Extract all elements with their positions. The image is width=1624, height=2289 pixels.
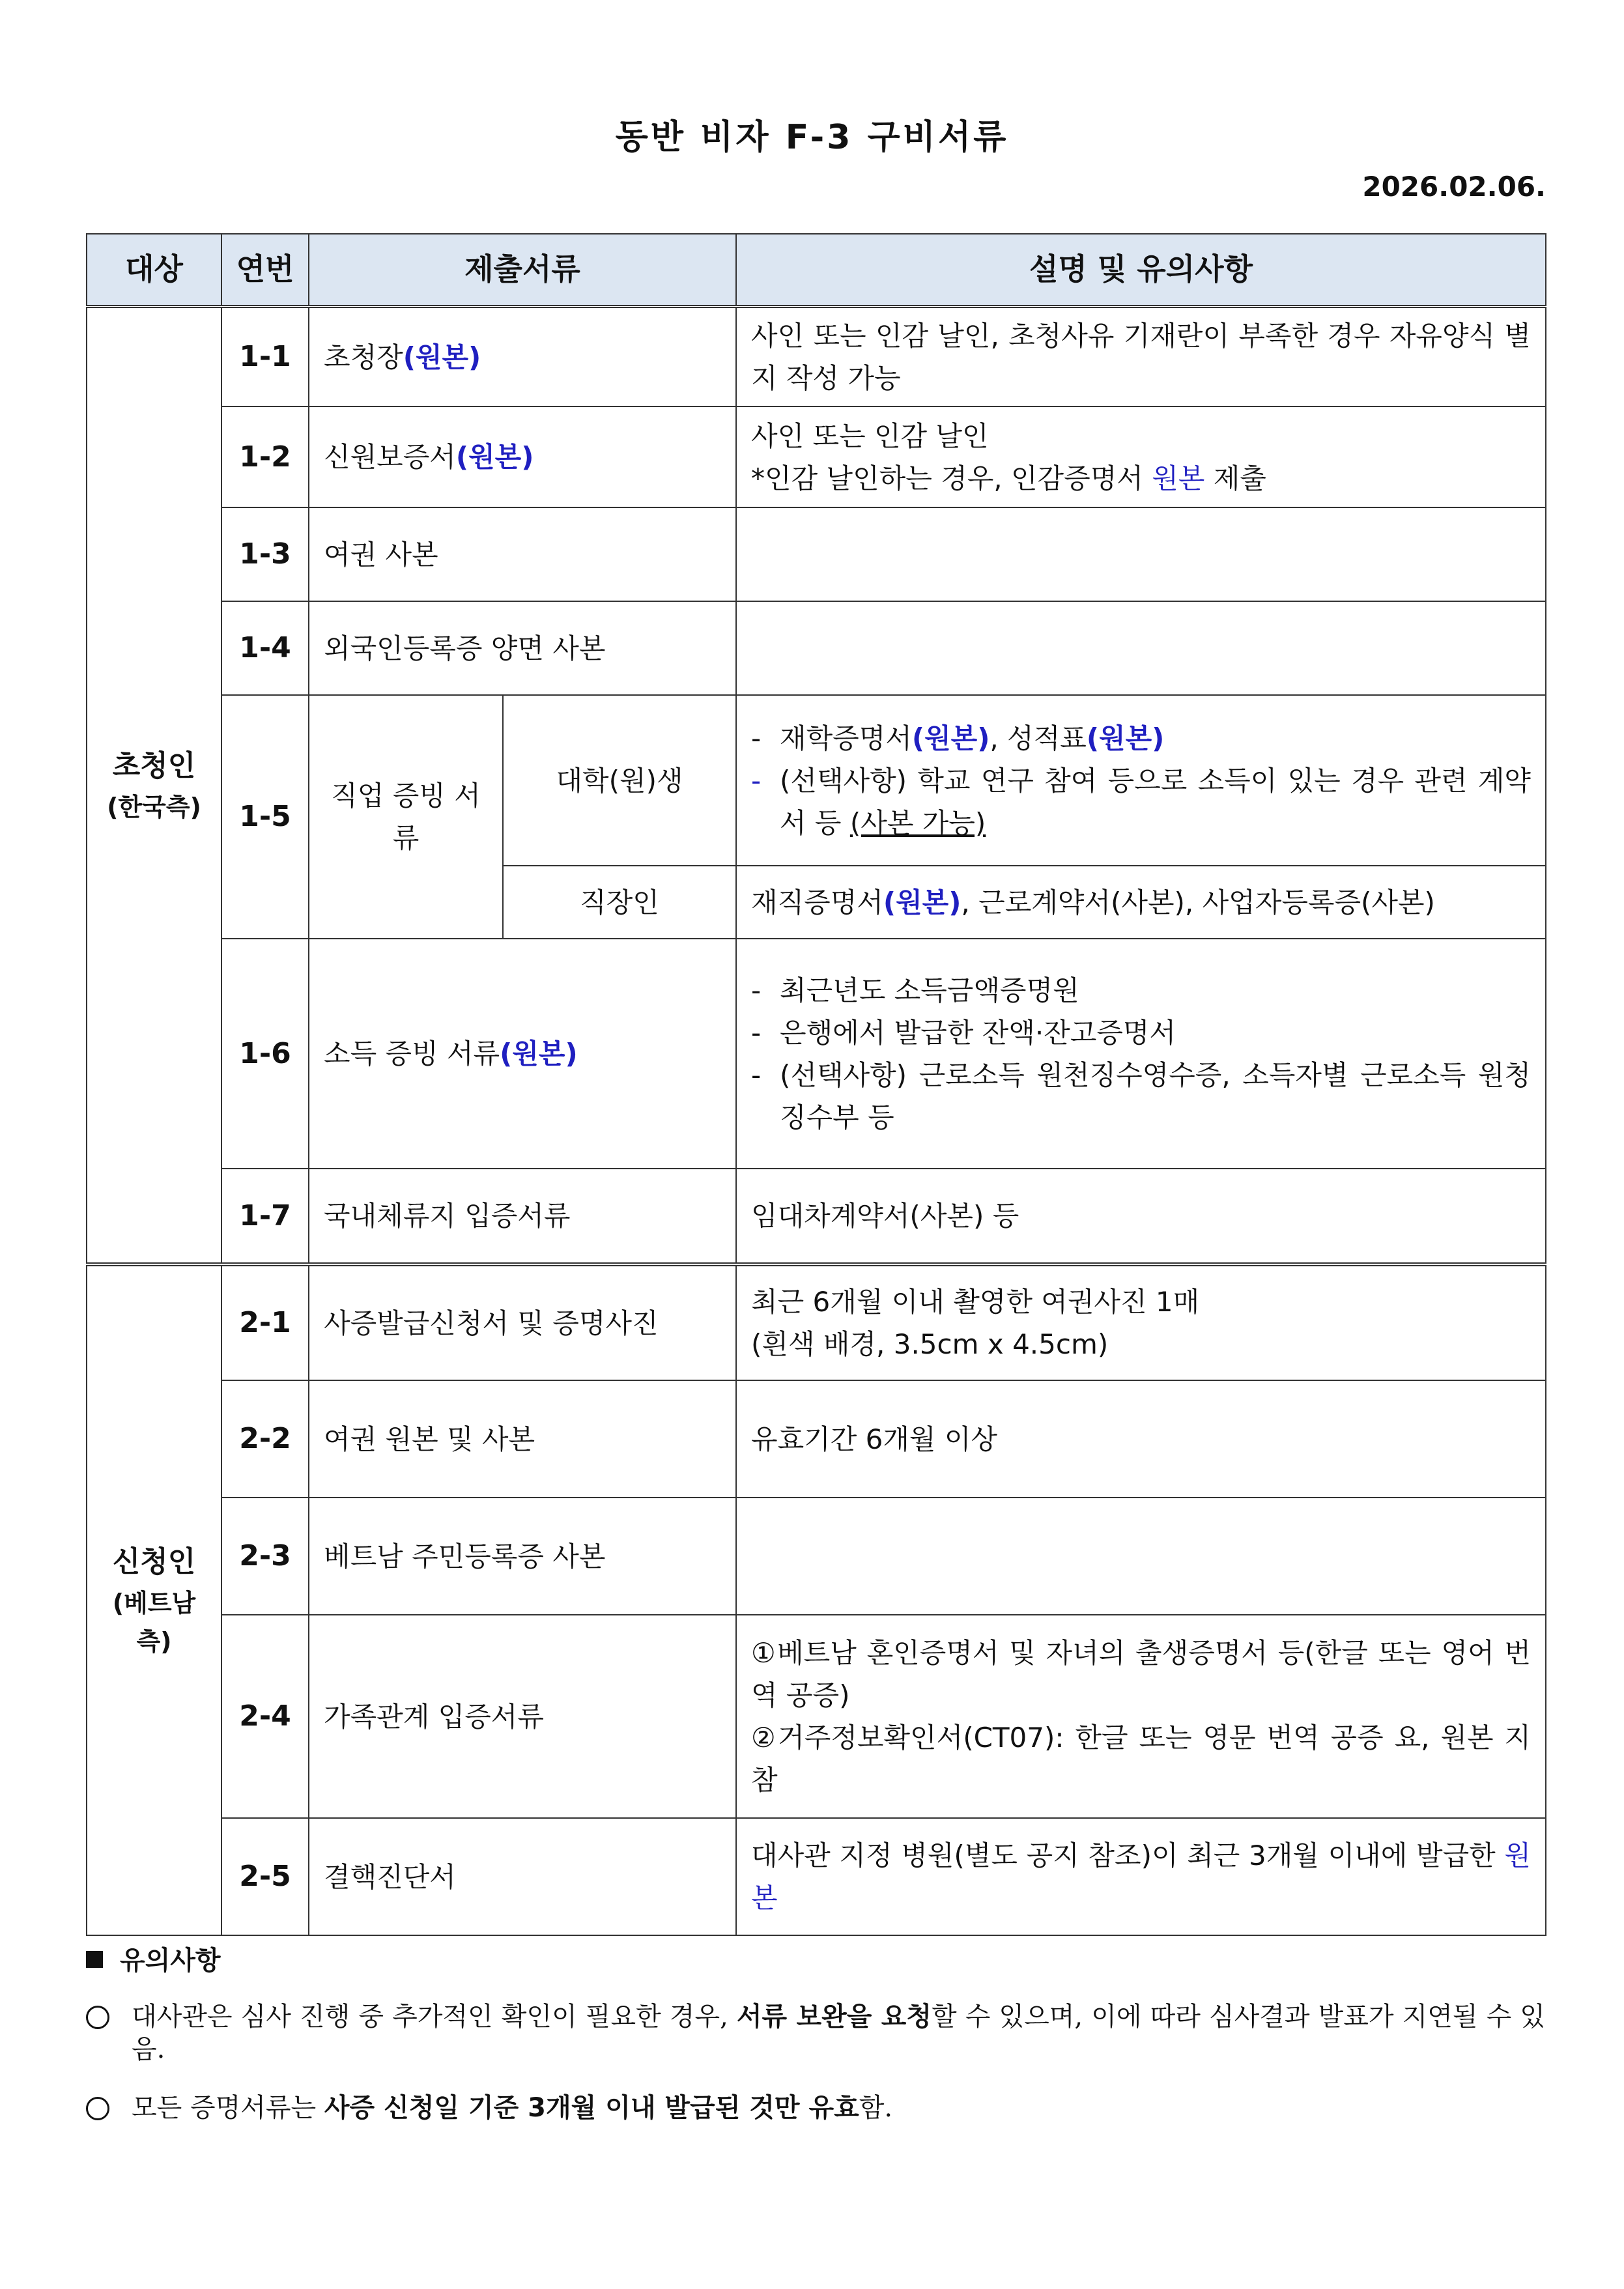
original-tag: 원본 (751, 1840, 1531, 1914)
row-no: 2-3 (221, 1498, 309, 1615)
row-doc: 여권 원본 및 사본 (309, 1380, 736, 1498)
row-doc: 가족관계 입증서류 (309, 1615, 736, 1818)
table-row (87, 507, 1546, 601)
row-desc (736, 939, 1546, 1169)
row-doc: 여권 사본 (309, 507, 736, 601)
note-item: 대사관은 심사 진행 중 추가적인 확인이 필요한 경우, 서류 보완을 요청할 수 있으며, 이에 따라 심사결과 발표가 지연될 수 있음. (86, 2000, 1545, 2066)
doc-label: 초청장 (324, 341, 403, 373)
group-applicant (87, 1264, 221, 1935)
table-row (87, 939, 1546, 1169)
row-doc: 사증발급신청서 및 증명사진 (309, 1264, 736, 1380)
desc-line: - 은행에서 발급한 잔액·잔고증명서 (751, 1016, 1176, 1049)
document-date: 2026.02.06. (1362, 171, 1546, 203)
row-doc: 국내체류지 입증서류 (309, 1169, 736, 1264)
row-desc: 유효기간 6개월 이상 (736, 1380, 1546, 1498)
row-no: 1-6 (221, 939, 309, 1169)
row-no: 2-1 (221, 1264, 309, 1380)
table-header-row (87, 234, 1546, 307)
original-tag: (원본) (500, 1038, 578, 1070)
group-applicant-name: 신청인 (112, 1545, 196, 1579)
row-no: 1-2 (221, 406, 309, 507)
documents-table (86, 233, 1546, 1936)
row-no: 1-3 (221, 507, 309, 601)
table-row (87, 695, 1546, 866)
desc-line: 최근 6개월 이내 촬영한 여권사진 1매 (751, 1286, 1200, 1318)
desc-line: - 최근년도 소득금액증명원 (751, 974, 1079, 1006)
row-doc: 결핵진단서 (309, 1818, 736, 1935)
page-title: 동반 비자 F-3 구비서류 (615, 118, 1009, 157)
circle-bullet-icon (86, 2006, 109, 2029)
table-row (87, 1264, 1546, 1380)
row-desc: 임대차계약서(사본) 등 (736, 1169, 1546, 1264)
row-desc: 사인 또는 인감 날인, 초청사유 기재란이 부족한 경우 자유양식 별지 작성 가능 (736, 307, 1546, 407)
desc-line: 제출 (1204, 462, 1266, 494)
header-no: 연번 (221, 234, 309, 307)
header-desc: 설명 및 유의사항 (736, 234, 1546, 307)
table-row (87, 1818, 1546, 1935)
note-item: 모든 증명서류는 사증 신청일 기준 3개월 이내 발급된 것만 유효함. (86, 2092, 1545, 2124)
row-doc (309, 406, 736, 507)
desc-line: *인감 날인하는 경우, 인감증명서 (751, 462, 1152, 494)
desc-line: - 재학증명서(원본), 성적표(원본) (751, 722, 1165, 754)
table-row (87, 307, 1546, 407)
circle-bullet-icon (86, 2097, 109, 2120)
table-row (87, 406, 1546, 507)
doc-label: 신원보증서 (324, 441, 456, 474)
group-inviter (87, 307, 221, 1265)
row-no: 2-2 (221, 1380, 309, 1498)
row-no: 2-5 (221, 1818, 309, 1935)
header-doc: 제출서류 (309, 234, 736, 307)
table-row (87, 1169, 1546, 1264)
group-inviter-sub: (한국측) (107, 793, 201, 822)
original-tag: (원본) (455, 441, 534, 474)
row-desc: 대사관 지정 병원(별도 공지 참조)이 최근 3개월 이내에 발급한 원본 (736, 1818, 1546, 1935)
original-tag: 원본 (1152, 462, 1205, 494)
row-doc: 외국인등록증 양면 사본 (309, 601, 736, 695)
row-doc (309, 939, 736, 1169)
square-bullet-icon (86, 1951, 103, 1968)
doc-label: 소득 증빙 서류 (324, 1038, 500, 1070)
row-desc (736, 1498, 1546, 1615)
row-desc (736, 601, 1546, 695)
row-desc (736, 406, 1546, 507)
row-doc: 베트남 주민등록증 사본 (309, 1498, 736, 1615)
notes-section (86, 1940, 1545, 2150)
table-row (87, 601, 1546, 695)
row-subtype: 대학(원)생 (503, 695, 736, 866)
group-inviter-name: 초청인 (112, 749, 196, 783)
row-no: 1-5 (221, 695, 309, 939)
desc-line: (흰색 배경, 3.5cm x 4.5cm) (751, 1328, 1109, 1361)
row-no: 1-7 (221, 1169, 309, 1264)
notes-heading: 유의사항 (86, 1940, 1545, 1977)
header-target: 대상 (87, 234, 221, 307)
original-tag: (원본) (403, 341, 481, 373)
table-row (87, 1498, 1546, 1615)
desc-line: - (선택사항) 근로소득 원천징수영수증, 소득자별 근로소득 원청징수부 등 (751, 1059, 1531, 1133)
row-no: 1-1 (221, 307, 309, 407)
table-row (87, 1380, 1546, 1498)
row-desc (736, 695, 1546, 866)
row-no: 1-4 (221, 601, 309, 695)
table-row (87, 1615, 1546, 1818)
desc-line: ②거주정보확인서(CT07): 한글 또는 영문 번역 공증 요, 원본 지참 (751, 1722, 1531, 1797)
desc-line: ①베트남 혼인증명서 및 자녀의 출생증명서 등(한글 또는 영어 번역 공증) (751, 1637, 1531, 1712)
row-subtype: 직장인 (503, 866, 736, 939)
row-desc: 재직증명서(원본), 근로계약서(사본), 사업자등록증(사본) (736, 866, 1546, 939)
row-doc: 직업 증빙 서류 (309, 695, 503, 939)
row-desc (736, 1615, 1546, 1818)
row-desc (736, 1264, 1546, 1380)
row-desc (736, 507, 1546, 601)
row-no: 2-4 (221, 1615, 309, 1818)
desc-line: - (선택사항) 학교 연구 참여 등으로 소득이 있는 경우 관련 계약서 등 (사본 가능) (751, 764, 1531, 839)
desc-line: 사인 또는 인감 날인 (751, 419, 989, 452)
group-applicant-sub: (베트남측) (112, 1589, 196, 1656)
row-doc (309, 307, 736, 407)
